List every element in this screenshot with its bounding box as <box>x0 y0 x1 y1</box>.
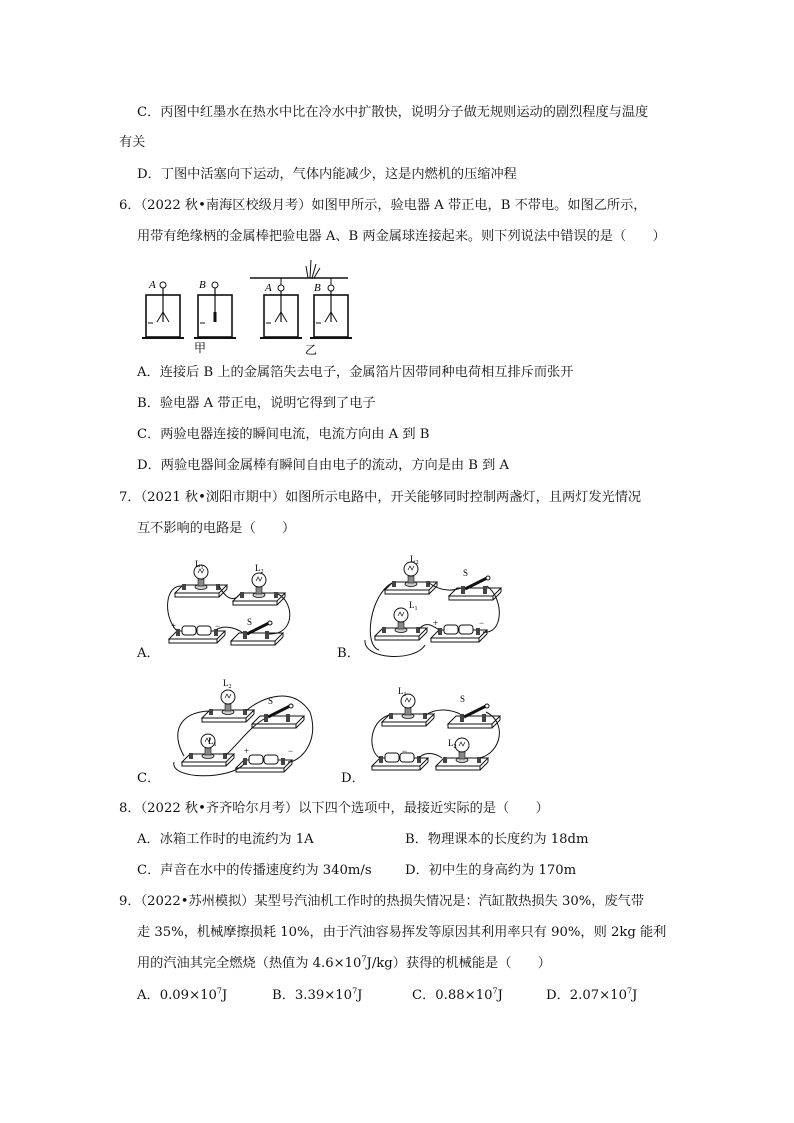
q9-option-c: C．$0.88\times 10^7J$ <box>412 986 503 1003</box>
label-a: A <box>149 279 156 291</box>
label-minus: − <box>479 618 485 628</box>
label-s: S <box>463 568 469 578</box>
label-l2: $L_2$ <box>255 563 264 575</box>
label-l2: $L_2$ <box>223 678 232 690</box>
label-s: S <box>460 694 466 704</box>
q9-stem-line1: 9．（2022•苏州模拟）某型号汽油机工作时的热损失情况是：汽缸散热损失 30%，废气带 <box>119 894 645 909</box>
electroscope-b-yi <box>310 278 352 338</box>
q9-stem-line2: 走 35%，机械摩擦损耗 10%，由于汽油容易挥发等原因其利用率只有 90%，则 2kg 能利 <box>137 925 667 940</box>
label-s: S <box>268 696 274 706</box>
q6-option-c: C．两验电器连接的瞬间电流，电流方向由 A 到 B <box>137 427 430 442</box>
caption-jia: 甲 <box>194 341 207 355</box>
electroscope-a-jia <box>142 279 184 338</box>
label-plus: + <box>433 618 439 628</box>
label-minus: − <box>288 746 294 756</box>
q6-option-b: B．验电器 A 带正电，说明它得到了电子 <box>137 396 376 411</box>
label-l2: $L_2$ <box>410 554 419 566</box>
q6-stem-line2: 用带有绝缘柄的金属棒把验电器 A、B 两金属球连接起来。则下列说法中错误的是（ ） <box>137 229 666 244</box>
label-plus: + <box>171 621 177 631</box>
q8-option-b: B．物理课本的长度约为 18dm <box>405 832 589 847</box>
q5-option-d: D．丁图中活塞向下运动，气体内能减少，这是内燃机的压缩冲程 <box>137 167 517 182</box>
label-b-yi: B <box>314 282 321 294</box>
insulated-handle <box>306 260 320 278</box>
q6-stem-line1: 6．（2022 秋•南海区校级月考）如图甲所示，验电器 A 带正电，B 不带电。如图乙所示， <box>119 198 647 213</box>
q6-option-d: D．两验电器间金属棒有瞬间自由电子的流动，方向是由 B 到 A <box>137 458 510 473</box>
label-l1: $L_1$ <box>409 600 418 612</box>
q9-option-b: B．$3.39\times 10^7J$ <box>272 986 363 1003</box>
q8-option-d: D．初中生的身高约为 170m <box>405 863 577 878</box>
q7-stem-line1: 7．（2021 秋•浏阳市期中）如图所示电路中，开关能够同时控制两盏灯，且两灯发光情况 <box>119 490 642 505</box>
label-minus: − <box>402 746 408 756</box>
q5-option-c-line1: C．丙图中红墨水在热水中比在冷水中扩散快，说明分子做无规则运动的剧烈程度与温度 <box>137 105 649 120</box>
electroscope-a-yi <box>260 278 302 338</box>
electroscope-b-jia <box>194 279 236 338</box>
q8-option-a: A．冰箱工作时的电流约为 1A <box>137 832 314 847</box>
label-plus: + <box>244 746 250 756</box>
q9-option-d: D．$2.07\times 10^7J$ <box>546 986 638 1003</box>
label-l1: $L_1$ <box>195 559 204 571</box>
q7-option-a-label: A． <box>137 646 160 661</box>
electroscope-figure <box>140 250 360 360</box>
caption-yi: 乙 <box>305 343 318 357</box>
label-s: S <box>247 617 253 627</box>
label-l2-lower: $L_2$ <box>448 738 457 750</box>
q7-stem-line2: 互不影响的电路是（ ） <box>137 521 296 536</box>
label-l2: $L_1$ <box>398 686 407 698</box>
q7-option-d-label: D． <box>341 771 365 786</box>
q9-option-a: A．$0.09\times 10^7J$ <box>137 986 228 1003</box>
circuit-c <box>160 672 320 780</box>
circuit-d <box>362 682 512 780</box>
q7-option-c-label: C． <box>137 771 161 786</box>
circuit-a <box>135 555 305 665</box>
label-a-yi: A <box>265 282 272 294</box>
q8-stem: 8．（2022 秋•齐齐哈尔月考）以下四个选项中，最接近实际的是（ ） <box>119 801 549 816</box>
q8-option-c: C．声音在水中的传播速度约为 340m/s <box>137 863 372 878</box>
q9-stem-line3: 用的汽油其完全燃烧（热值为 $4.6\times 10^7J/kg$）获得的机械能是（ ） <box>137 954 551 971</box>
q6-option-a: A．连接后 B 上的金属箔失去电子，金属箔片因带同种电荷相互排斥而张开 <box>137 365 574 380</box>
label-l1: $L_1$ <box>208 736 217 748</box>
label-b: B <box>199 279 206 291</box>
circuit-b <box>355 550 505 662</box>
label-minus: − <box>215 621 221 631</box>
q7-option-b-label: B． <box>337 646 360 661</box>
q5-option-c-line2: 有关 <box>119 135 146 150</box>
